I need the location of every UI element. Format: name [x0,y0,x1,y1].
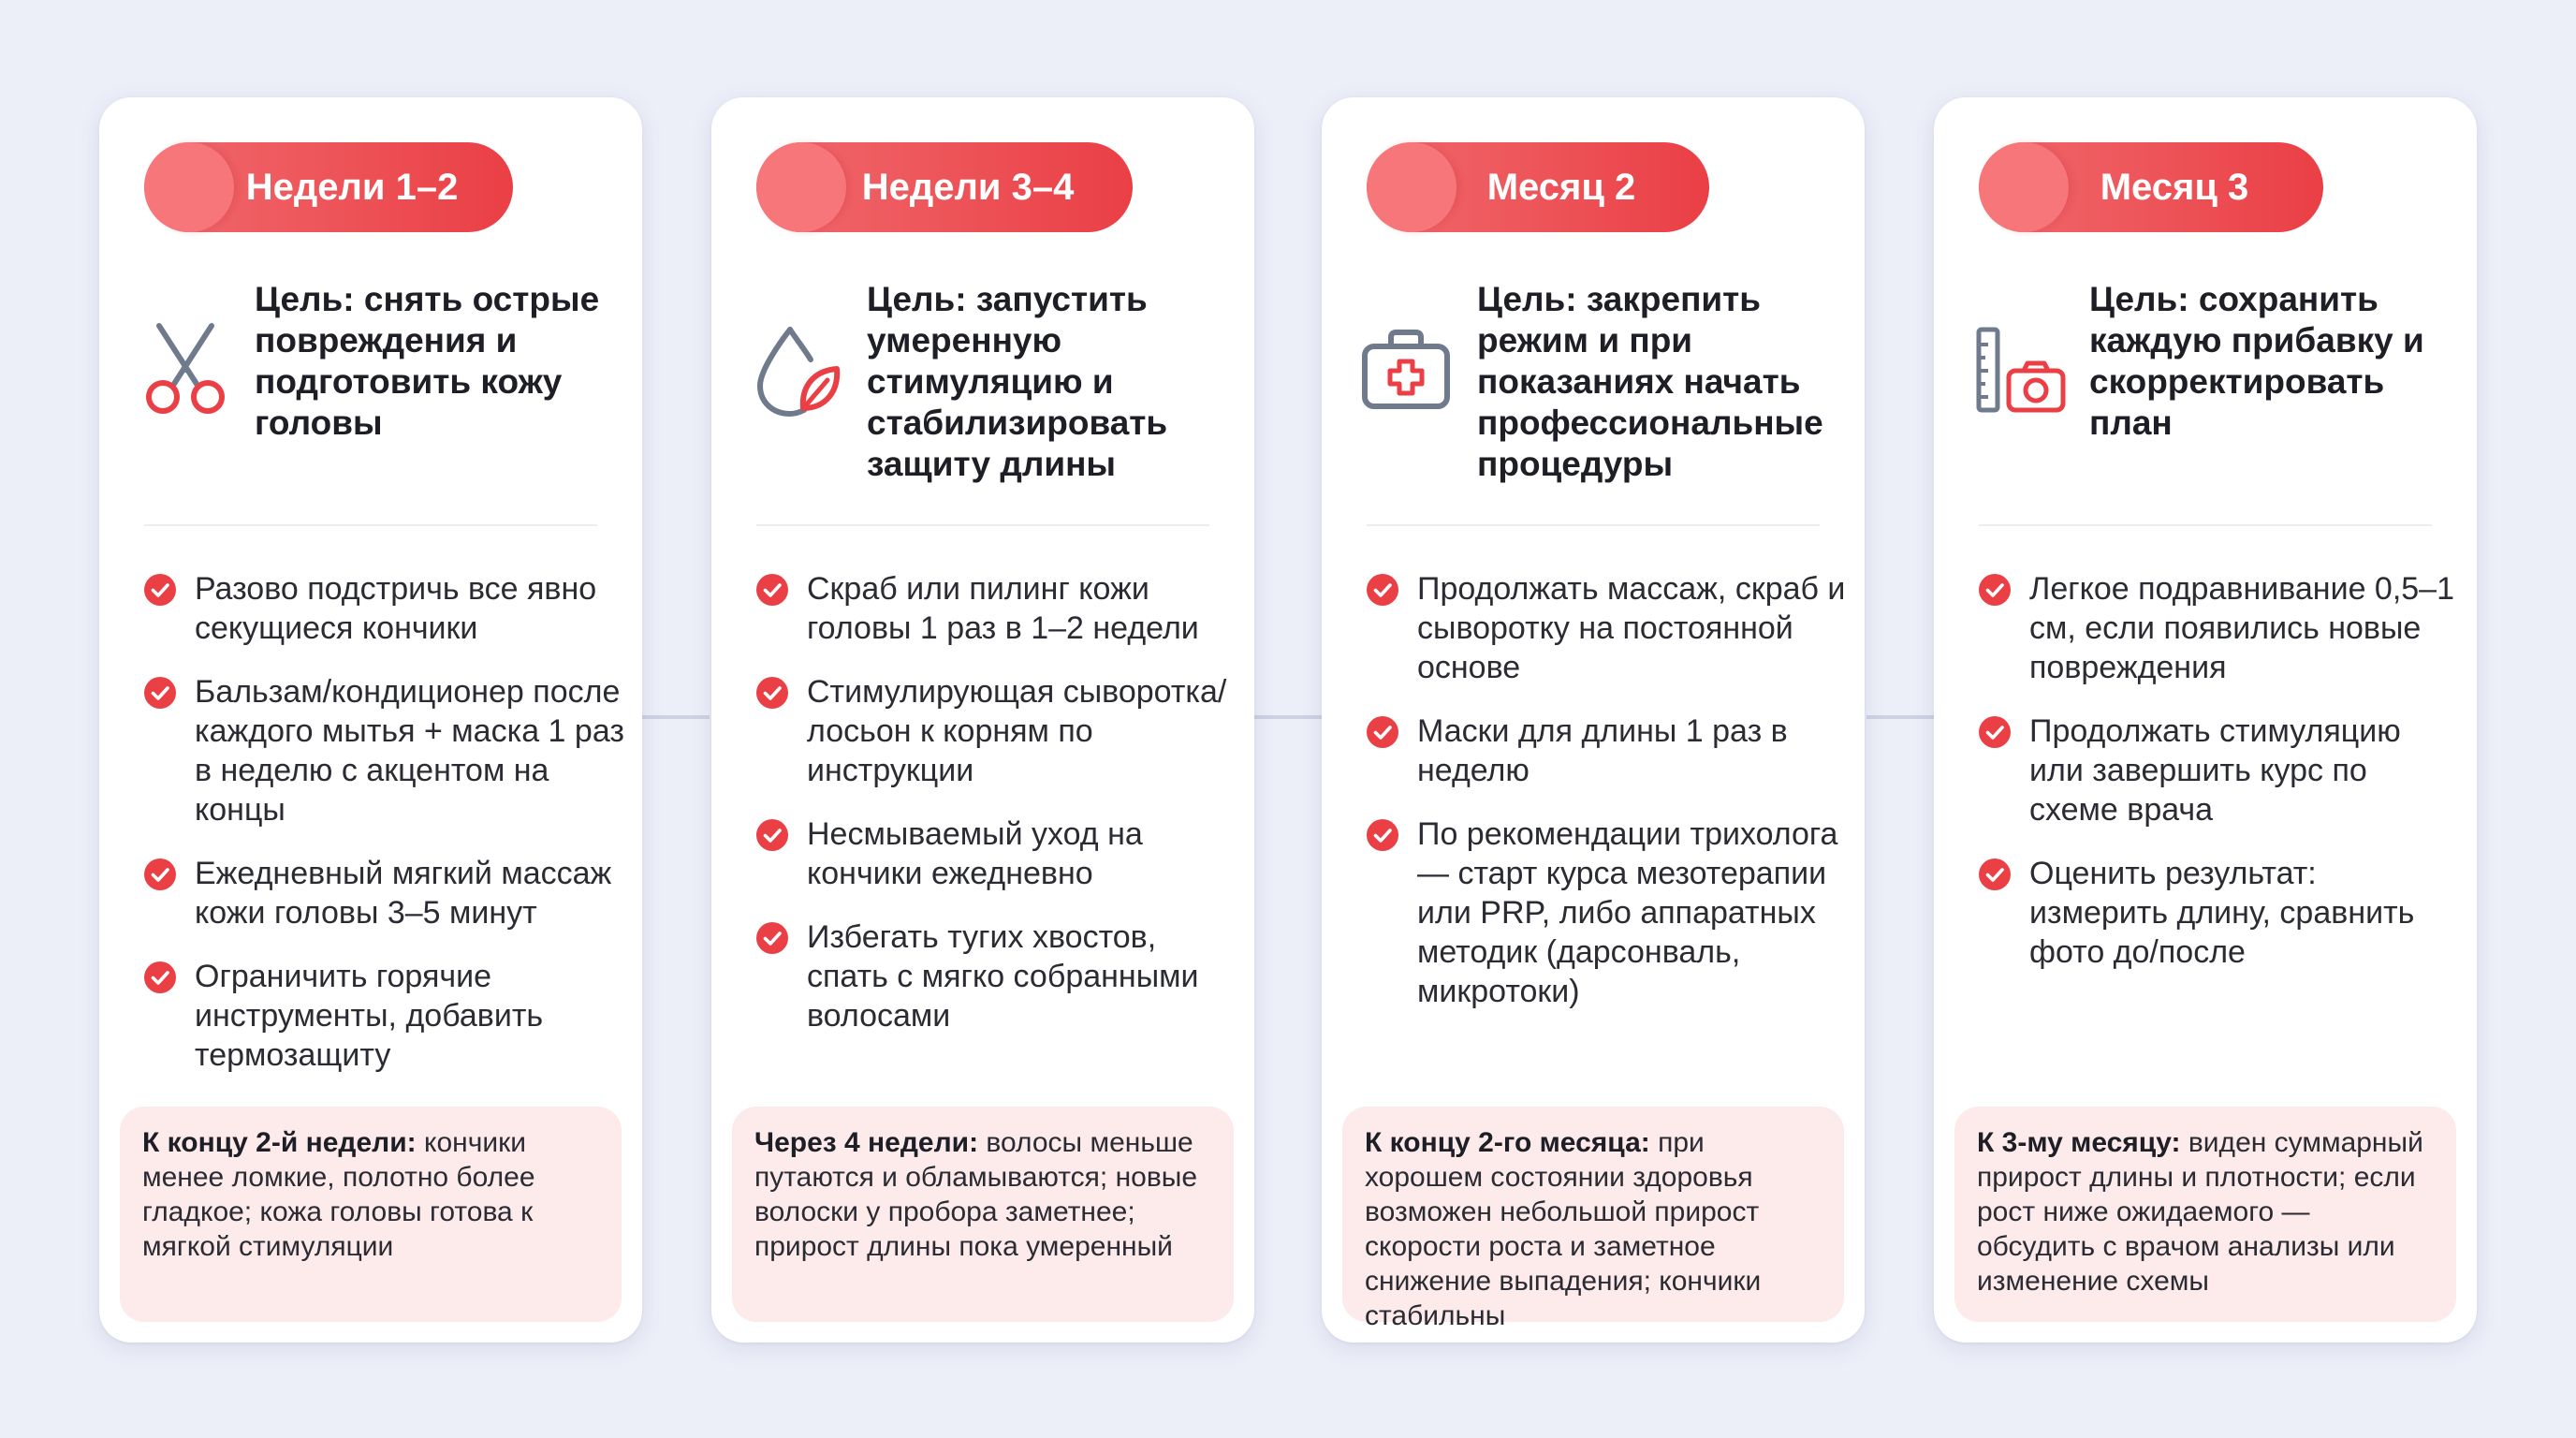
check-circle-icon [144,677,176,709]
list-item-text: По рекомендации трихолога — старт курса мезотерапии или PRP, либо аппаратных методик (дарсонваль, микротоки) [1417,816,1838,1009]
result-lead: Через 4 недели: [754,1127,979,1158]
list-item-text: Продолжать стимуляцию или завершить курс по схеме врача [2029,713,2401,828]
list-item [144,569,627,648]
period-label: Недели 1–2 [245,166,459,208]
divider [756,524,1209,526]
stage-card-weeks-3-4 [711,97,1254,1343]
check-circle-icon [1367,574,1398,606]
check-circle-icon [144,574,176,606]
badge-toggle-dot [144,142,234,232]
list-item [756,569,1239,648]
check-circle-icon [1367,716,1398,748]
check-circle-icon [144,858,176,890]
period-label: Месяц 2 [1486,166,1636,208]
period-badge [1367,142,1709,232]
timeline-connector [1254,715,1322,719]
result-text: при хорошем состоянии здоровья возможен небольшой прирост скорости роста и заметное снижение выпадения; кончики стабильны [1365,1127,1762,1331]
badge-toggle-dot [1979,142,2069,232]
list-item [144,854,627,932]
list-item-text: Легкое подравнивание 0,5–1 см, если появились новые повреждения [2029,571,2455,685]
list-item-text: Продолжать массаж, скраб и сыворотку на постоянной основе [1417,571,1846,685]
period-label: Недели 3–4 [861,166,1075,208]
list-item-text: Разово подстричь все явно секущиеся кончики [195,571,597,646]
action-list [1979,569,2462,996]
list-item [1367,569,1850,687]
stage-card-weeks-1-2 [99,97,642,1343]
result-box [1954,1107,2456,1322]
result-lead: К концу 2-го месяца: [1365,1127,1650,1158]
period-badge [144,142,513,232]
result-lead: К концу 2-й недели: [142,1127,417,1158]
divider [144,524,597,526]
stage-goal: Цель: запустить умеренную стимуляцию и стабилизировать защиту длины [867,280,1168,483]
stage-card-month-2 [1322,97,1865,1343]
result-box [732,1107,1234,1322]
check-circle-icon [144,961,176,993]
divider [1979,524,2432,526]
action-list [144,569,627,1099]
list-item-text: Бальзам/кондиционер после каждого мытья + маска 1 раз в неделю с акцентом на концы [195,674,624,828]
timeline-connector [642,715,710,719]
ruler-camera-icon [1971,322,2069,419]
result-box [1342,1107,1844,1331]
check-circle-icon [1367,819,1398,851]
result-text: виден суммарный прирост длины и плотности; если рост ниже ожидаемого — обсудить с врачом анализы или изменение схемы [1977,1127,2423,1297]
list-item-text: Маски для длины 1 раз в неделю [1417,713,1788,788]
list-item [144,672,627,829]
list-item [1367,814,1850,1011]
list-item-text: Оценить результат: измерить длину, сравнить фото до/после [2029,856,2415,970]
list-item-text: Несмываемый уход на кончики ежедневно [807,816,1143,891]
timeline-connector [1866,715,1934,719]
list-item-text: Скраб или пилинг кожи головы 1 раз в 1–2 недели [807,571,1199,646]
period-label: Месяц 3 [2100,166,2249,208]
list-item [756,814,1239,893]
check-circle-icon [1979,574,2011,606]
list-item-text: Ежедневный мягкий массаж кожи головы 3–5 минут [195,856,612,931]
drop-leaf-icon [749,322,846,419]
stage-goal: Цель: сохранить каждую прибавку и скорректировать план [2089,280,2424,442]
list-item [1367,712,1850,790]
first-aid-kit-icon [1359,322,1456,419]
action-list [1367,569,1850,1035]
check-circle-icon [1979,716,2011,748]
list-item [756,917,1239,1035]
result-text: кончики менее ломкие, полотно более гладкое; кожа головы готова к мягкой стимуляции [142,1127,535,1262]
check-circle-icon [756,574,788,606]
list-item-text: Ограничить горячие инструменты, добавить термозащиту [195,959,544,1073]
stage-card-month-3 [1934,97,2477,1343]
scissors-icon [137,322,234,419]
list-item [756,672,1239,790]
stage-goal: Цель: закрепить режим и при показаниях начать профессиональные процедуры [1477,280,1823,483]
divider [1367,524,1820,526]
result-text: волосы меньше путаются и обламываются; новые волоски у пробора заметнее; прирост длины пока умеренный [754,1127,1198,1262]
period-badge [1979,142,2323,232]
list-item-text: Избегать тугих хвостов, спать с мягко собранными волосами [807,919,1199,1034]
badge-toggle-dot [1367,142,1456,232]
list-item [1979,712,2462,829]
result-box [120,1107,622,1322]
check-circle-icon [1979,858,2011,890]
result-lead: К 3-му месяцу: [1977,1127,2181,1158]
check-circle-icon [756,922,788,954]
stage-goal: Цель: снять острые повреждения и подготовить кожу головы [255,280,600,442]
check-circle-icon [756,819,788,851]
period-badge [756,142,1133,232]
list-item [1979,569,2462,687]
list-item [144,957,627,1075]
action-list [756,569,1239,1060]
badge-toggle-dot [756,142,846,232]
list-item [1979,854,2462,972]
check-circle-icon [756,677,788,709]
list-item-text: Стимулирующая сыворотка/лосьон к корням по инструкции [807,674,1227,788]
